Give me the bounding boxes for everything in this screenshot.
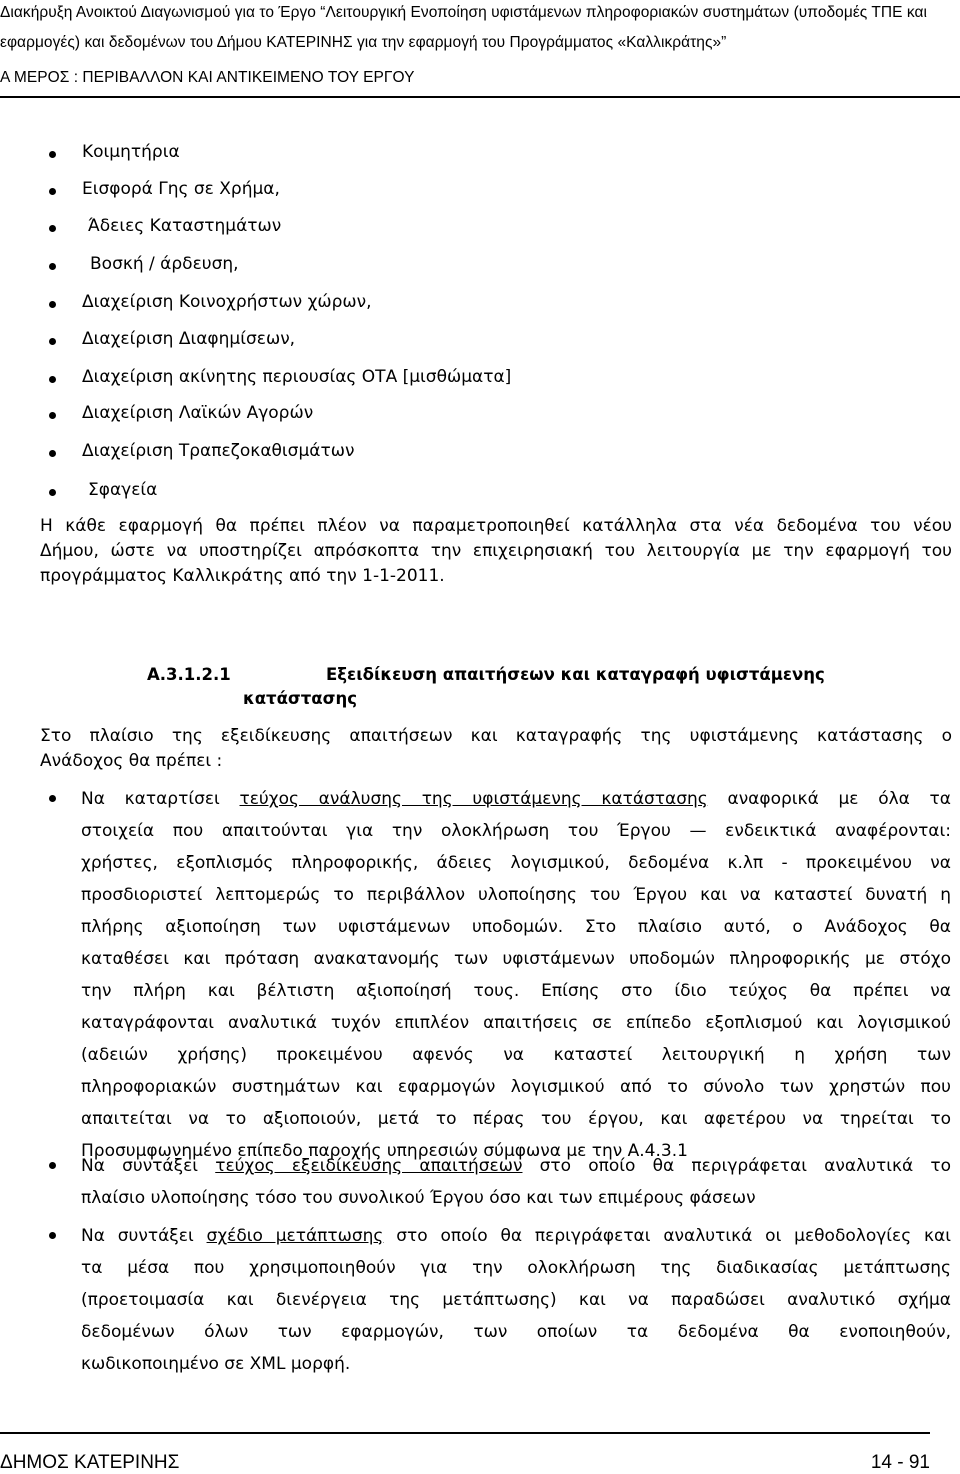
section-title-line-1: Εξειδίκευση απαιτήσεων και καταγραφή υφιστάμενης <box>326 665 825 684</box>
header-part: Α ΜΕΡΟΣ : ΠΕΡΙΒΑΛΛΟΝ ΚΑΙ ΑΝΤΙΚΕΙΜΕΝΟ ΤΟΥ ΕΡΓΟΥ <box>0 69 415 86</box>
bullet-icon <box>49 376 56 383</box>
paragraph-line: Να συντάξει τεύχος εξειδίκευσης απαιτήσεων στο οποίο θα περιγράφεται αναλυτικά το <box>81 1156 951 1176</box>
bullet-icon <box>49 1162 56 1169</box>
paragraph-line: απαιτείται να το αξιοποιούν, μετά το πέρας του έργου, και αφετέρου να τηρείται το <box>81 1109 951 1129</box>
bullet-icon <box>49 489 56 496</box>
paragraph-line: κωδικοποιημένο σε XML μορφή. <box>81 1354 351 1374</box>
requirement-bullet-specification <box>81 1150 951 1214</box>
requirement-bullet-migration <box>81 1220 951 1380</box>
bullet-icon <box>49 450 56 457</box>
list-item: Διαχείριση Κοινοχρήστων χώρων, <box>0 289 960 327</box>
paragraph-line: Προσυμφωνημένο επίπεδο παροχής υπηρεσιών σύμφωνα με την Α.4.3.1 <box>81 1141 688 1161</box>
list-item: Κοιμητήρια <box>0 139 960 177</box>
paragraph-line: Στο πλαίσιο της εξειδίκευσης απαιτήσεων και καταγραφής της υφιστάμενης κατάστασης ο <box>40 726 952 746</box>
paragraph-line: πληροφοριακών συστημάτων και εφαρμογών λογισμικού από το σύνολο των χρηστών που <box>81 1077 951 1097</box>
paragraph-line: (αδειών χρήσης) προκειμένου αφενός να καταστεί λειτουργική η χρήση των <box>81 1045 951 1065</box>
header-rule <box>0 96 960 98</box>
header-line-1: Διακήρυξη Ανοικτού Διαγωνισμού για το Έργο “Λειτουργική Ενοποίηση υφιστάμενων πληροφοριακών συστημάτων (υποδομές ΤΠΕ και <box>0 4 928 21</box>
section-intro <box>40 724 952 774</box>
paragraph-line: τα μέσα που χρησιμοποιηθούν για την ολοκλήρωση της διαδικασίας μετάπτωσης <box>81 1258 951 1278</box>
paragraph-line: πλήρης αξιοποίηση των υφιστάμενων υποδομών. Στο πλαίσιο αυτό, ο Ανάδοχος θα <box>81 917 951 937</box>
paragraph-line: προσδιοριστεί λεπτομερώς το περιβάλλον υλοποίησης του Έργου και να καταστεί δυνατή η <box>81 885 951 905</box>
paragraph-line: (προετοιμασία και διενέργεια της μετάπτωσης) και να παραδώσει αναλυτικό σχήμα <box>81 1290 951 1310</box>
bullet-icon <box>49 151 56 158</box>
paragraph-line: πλαίσιο υλοποίησης τόσο του συνολικού Έργου όσο και των επιμέρους φάσεων <box>81 1188 756 1208</box>
bullet-icon <box>49 795 56 802</box>
footer-municipality: ΔΗΜΟΣ ΚΑΤΕΡΙΝΗΣ <box>0 1452 180 1473</box>
list-item: Διαχείριση Διαφημίσεων, <box>0 326 960 364</box>
paragraph-line: Ανάδοχος θα πρέπει : <box>40 751 223 771</box>
paragraph-line: καταγράφονται αναλυτικά τυχόν επιπλέον απαιτήσεις σε επίπεδο εξοπλισμού και λογισμικού <box>81 1013 951 1033</box>
underlined-term: σχέδιο μετάπτωσης <box>206 1226 384 1246</box>
intro-paragraph <box>40 514 952 589</box>
bullet-icon <box>49 412 56 419</box>
paragraph-line: Να καταρτίσει τεύχος ανάλυσης της υφιστάμενης κατάστασης αναφορικά με όλα τα <box>81 789 952 809</box>
paragraph-line: την πλήρη και βέλτιστη αξιοποίησή τους. Επίσης στο ίδιο τεύχος θα πρέπει να <box>81 981 951 1001</box>
list-item: Διαχείριση Λαϊκών Αγορών <box>0 400 960 438</box>
list-item: Εισφορά Γης σε Χρήμα, <box>0 176 960 214</box>
underlined-term: τεύχος εξειδίκευσης απαιτήσεων <box>215 1156 523 1176</box>
paragraph-line: προγράμματος Καλλικράτης από την 1-1-2011. <box>40 566 445 586</box>
underlined-term: τεύχος ανάλυσης της υφιστάμενης κατάστασης <box>239 789 708 809</box>
bullet-icon <box>49 1232 56 1239</box>
list-item: Διαχείριση ακίνητης περιουσίας ΟΤΑ [μισθώματα] <box>0 364 960 402</box>
list-item: Διαχείριση Τραπεζοκαθισμάτων <box>0 438 960 476</box>
paragraph-line: χρήστες, εξοπλισμός πληροφορικής, άδειες λογισμικού, δεδομένα κ.λπ - προκειμένου να <box>81 853 951 873</box>
paragraph-line: στοιχεία που απαιτούνται για την ολοκλήρωση του Έργου — ενδεικτικά αναφέρονται: <box>81 821 951 841</box>
bullet-icon <box>49 263 56 270</box>
footer-page-number: 14 - 91 <box>870 1452 930 1473</box>
requirement-bullet-analysis <box>81 783 951 1167</box>
bullet-icon <box>49 225 56 232</box>
section-number: Α.3.1.2.1 <box>147 665 231 684</box>
bullet-icon <box>49 301 56 308</box>
page-footer <box>0 1432 930 1474</box>
list-item: Σφαγεία <box>0 477 960 515</box>
paragraph-line: δεδομένων όλων των εφαρμογών, των οποίων τα δεδομένα θα ενοποιηθούν, <box>81 1322 951 1342</box>
paragraph-line: Δήμου, ώστε να υποστηρίζει απρόσκοπτα την επιχειρησιακή του λειτουργία με την εφαρμογή του <box>40 541 952 561</box>
list-item: Άδειες Καταστημάτων <box>0 213 960 251</box>
paragraph-line: καταθέσει και πρόταση ανακατανομής των υφιστάμενων υποδομών πληροφορικής με στόχο <box>81 949 951 969</box>
paragraph-line: Η κάθε εφαρμογή θα πρέπει πλέον να παραμετροποιηθεί κατάλληλα στα νέα δεδομένα του νέου <box>40 516 952 536</box>
paragraph-line: Να συντάξει σχέδιο μετάπτωσης στο οποίο θα περιγράφεται αναλυτικά οι μεθοδολογίες και <box>81 1226 951 1246</box>
list-item: Βοσκή / άρδευση, <box>0 251 960 289</box>
header-line-2: εφαρμογές) και δεδομένων του Δήμου ΚΑΤΕΡΙΝΗΣ για την εφαρμογή του Προγράμματος «Καλλικράτης»” <box>0 34 727 51</box>
bullet-icon <box>49 338 56 345</box>
section-title-line-2: κατάστασης <box>243 689 358 708</box>
bullet-icon <box>49 188 56 195</box>
